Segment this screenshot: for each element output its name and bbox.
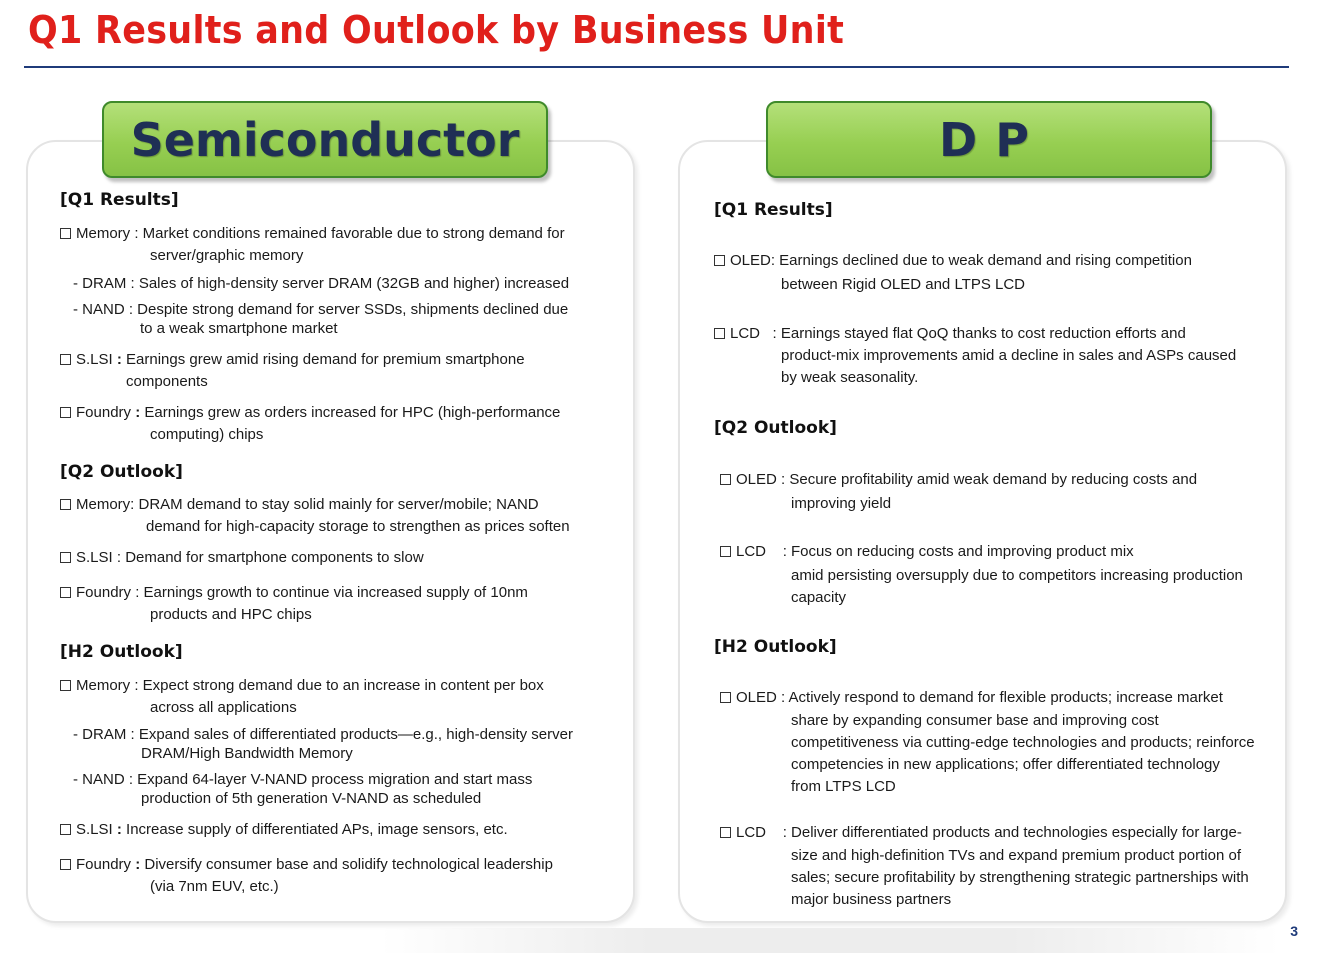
dp-q2-oled: OLED : Secure profitability amid weak demand by reducing costs and improving yield <box>720 469 1197 515</box>
checkbox-icon <box>60 587 71 598</box>
page-title: Q1 Results and Outlook by Business Unit <box>28 8 845 52</box>
checkbox-icon <box>720 827 731 838</box>
semi-q1-nand: - NAND : Despite strong demand for server SSDs, shipments declined due to a weak smartphone market <box>73 301 569 337</box>
semi-q1-memory: Memory : Market conditions remained favorable due to strong demand for server/graphic memory <box>60 223 565 267</box>
dp-q2-heading: [Q2 Outlook] <box>714 418 837 438</box>
semi-q1-dram: - DRAM : Sales of high-density server DRAM (32GB and higher) increased <box>73 275 570 292</box>
semi-h2-memory: Memory : Expect strong demand due to an increase in content per box across all applications <box>60 675 544 719</box>
checkbox-icon <box>720 546 731 557</box>
dp-h2-lcd: LCD : Deliver differentiated products and technologies especially for large- size and high-definition TVs and expand premium product portion of sales; secure profitability by strengthening strategic partnerships with major business partners <box>720 822 1249 911</box>
semi-h2-nand: - NAND : Expand 64-layer V-NAND process migration and start mass production of 5th generation V-NAND as scheduled <box>73 771 533 807</box>
checkbox-icon <box>714 328 725 339</box>
semi-q2-slsi: S.LSI : Demand for smartphone components to slow <box>60 547 424 569</box>
dp-q2-lcd: LCD : Focus on reducing costs and improving product mix amid persisting oversupply due to competitors increasing production capacity <box>720 541 1243 609</box>
title-divider <box>24 66 1289 68</box>
bottom-shadow <box>380 928 1280 953</box>
checkbox-icon <box>60 824 71 835</box>
semi-h2-foundry: Foundry : Diversify consumer base and solidify technological leadership (via 7nm EUV, etc.) <box>60 854 553 898</box>
checkbox-icon <box>60 859 71 870</box>
checkbox-icon <box>714 255 725 266</box>
semiconductor-header: Semiconductor <box>102 101 548 178</box>
dp-header: DP <box>766 101 1212 178</box>
page-number: 3 <box>1290 923 1298 939</box>
semi-h2-heading: [H2 Outlook] <box>60 642 183 662</box>
semi-q1-foundry: Foundry : Earnings grew as orders increased for HPC (high-performance computing) chips <box>60 402 560 446</box>
semi-q2-foundry: Foundry : Earnings growth to continue via increased supply of 10nm products and HPC chips <box>60 582 528 626</box>
semi-q2-heading: [Q2 Outlook] <box>60 462 183 482</box>
checkbox-icon <box>60 407 71 418</box>
semi-h2-dram: - DRAM : Expand sales of differentiated products—e.g., high-density server DRAM/High Bandwidth Memory <box>73 726 573 762</box>
semi-h2-slsi: S.LSI : Increase supply of differentiated APs, image sensors, etc. <box>60 819 508 841</box>
checkbox-icon <box>60 499 71 510</box>
semi-q1-heading: [Q1 Results] <box>60 190 179 210</box>
checkbox-icon <box>60 354 71 365</box>
checkbox-icon <box>720 692 731 703</box>
dp-h2-oled: OLED : Actively respond to demand for flexible products; increase market share by expanding consumer base and improving cost competitiveness via cutting-edge technologies and products; reinforce competencies in new applications; offer differentiated technology from LTPS LCD <box>720 687 1255 798</box>
semi-q2-memory: Memory: DRAM demand to stay solid mainly for server/mobile; NAND demand for high-capacity storage to strengthen as prices soften <box>60 494 570 538</box>
dp-q1-heading: [Q1 Results] <box>714 200 833 220</box>
dp-q1-lcd: LCD : Earnings stayed flat QoQ thanks to cost reduction efforts and product-mix improvements amid a decline in sales and ASPs caused by weak seasonality. <box>714 323 1236 389</box>
checkbox-icon <box>60 228 71 239</box>
semi-q1-slsi: S.LSI : Earnings grew amid rising demand for premium smartphone components <box>60 349 525 393</box>
dp-q1-oled: OLED: Earnings declined due to weak demand and rising competition between Rigid OLED and LTPS LCD <box>714 250 1192 296</box>
checkbox-icon <box>720 474 731 485</box>
checkbox-icon <box>60 552 71 563</box>
dp-h2-heading: [H2 Outlook] <box>714 637 837 657</box>
checkbox-icon <box>60 680 71 691</box>
